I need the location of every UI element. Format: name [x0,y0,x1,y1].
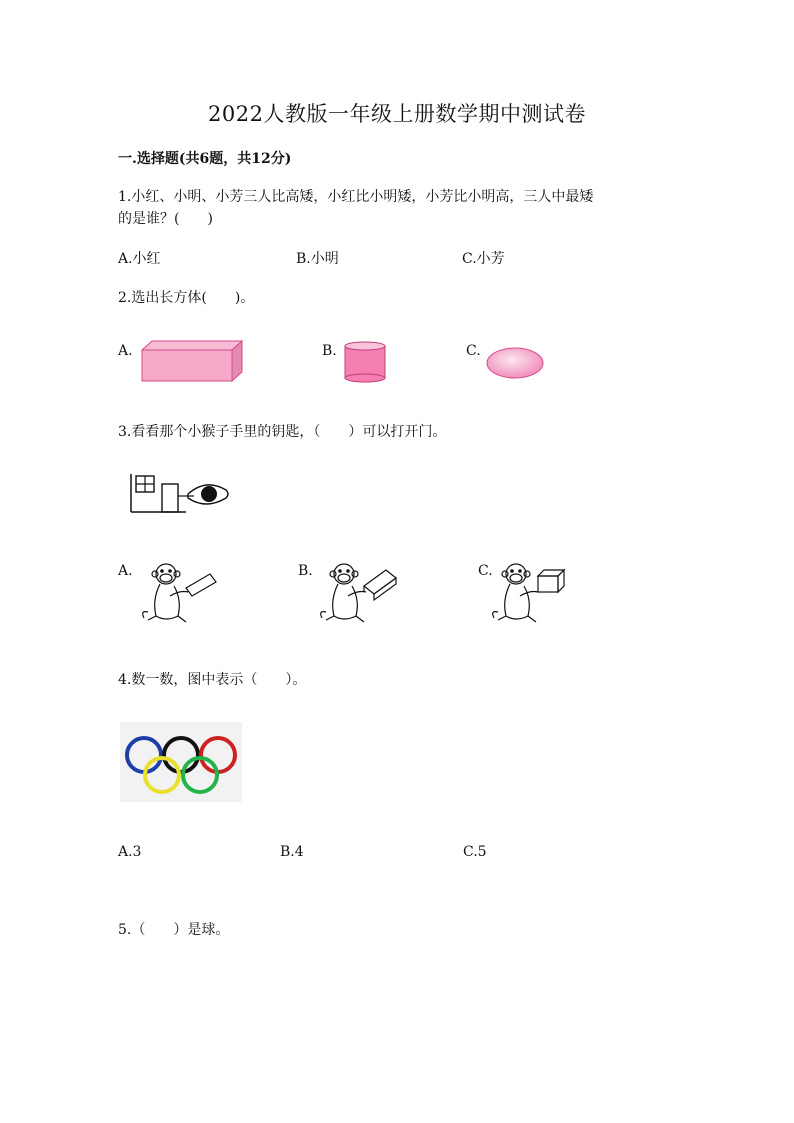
monkey-with-key-b-icon [318,560,400,630]
ellipse-shape-icon [484,344,546,382]
cuboid-shape-icon [136,338,246,384]
q4-option-a[interactable]: A.3 [118,844,142,860]
monkey-with-key-a-icon [140,560,222,630]
q3-option-a-label[interactable]: A. [118,563,133,579]
q4-option-b[interactable]: B.4 [280,844,304,860]
q2-option-b-label[interactable]: B. [322,343,337,359]
q3-option-b-label[interactable]: B. [298,563,313,579]
question-5-text: 5.（ ）是球。 [118,922,230,938]
page-title: 2022人教版一年级上册数学期中测试卷 [208,102,586,126]
q2-option-a-label[interactable]: A. [118,343,133,359]
section-heading: 一.选择题(共6题，共12分) [118,151,292,167]
question-1-line-1: 1.小红、小明、小芳三人比高矮，小红比小明矮，小芳比小明高，三人中最矮 [118,189,594,205]
question-2-text: 2.选出长方体( )。 [118,290,255,306]
door-keyhole-icon [128,470,232,518]
question-4-text: 4.数一数，图中表示（ ）。 [118,672,307,688]
monkey-with-key-c-icon [490,560,572,630]
question-3-text: 3.看看那个小猴子手里的钥匙，（ ）可以打开门。 [118,424,447,440]
olympic-rings-icon [120,722,242,802]
question-1-line-2: 的是谁？( ) [118,211,213,227]
cylinder-shape-icon [340,338,390,384]
q4-option-c[interactable]: C.5 [463,844,487,860]
q1-option-c[interactable]: C.小芳 [462,251,505,267]
q2-option-c-label[interactable]: C. [466,343,481,359]
q1-option-a[interactable]: A.小红 [118,251,161,267]
q3-option-c-label[interactable]: C. [478,563,493,579]
q1-option-b[interactable]: B.小明 [296,251,339,267]
